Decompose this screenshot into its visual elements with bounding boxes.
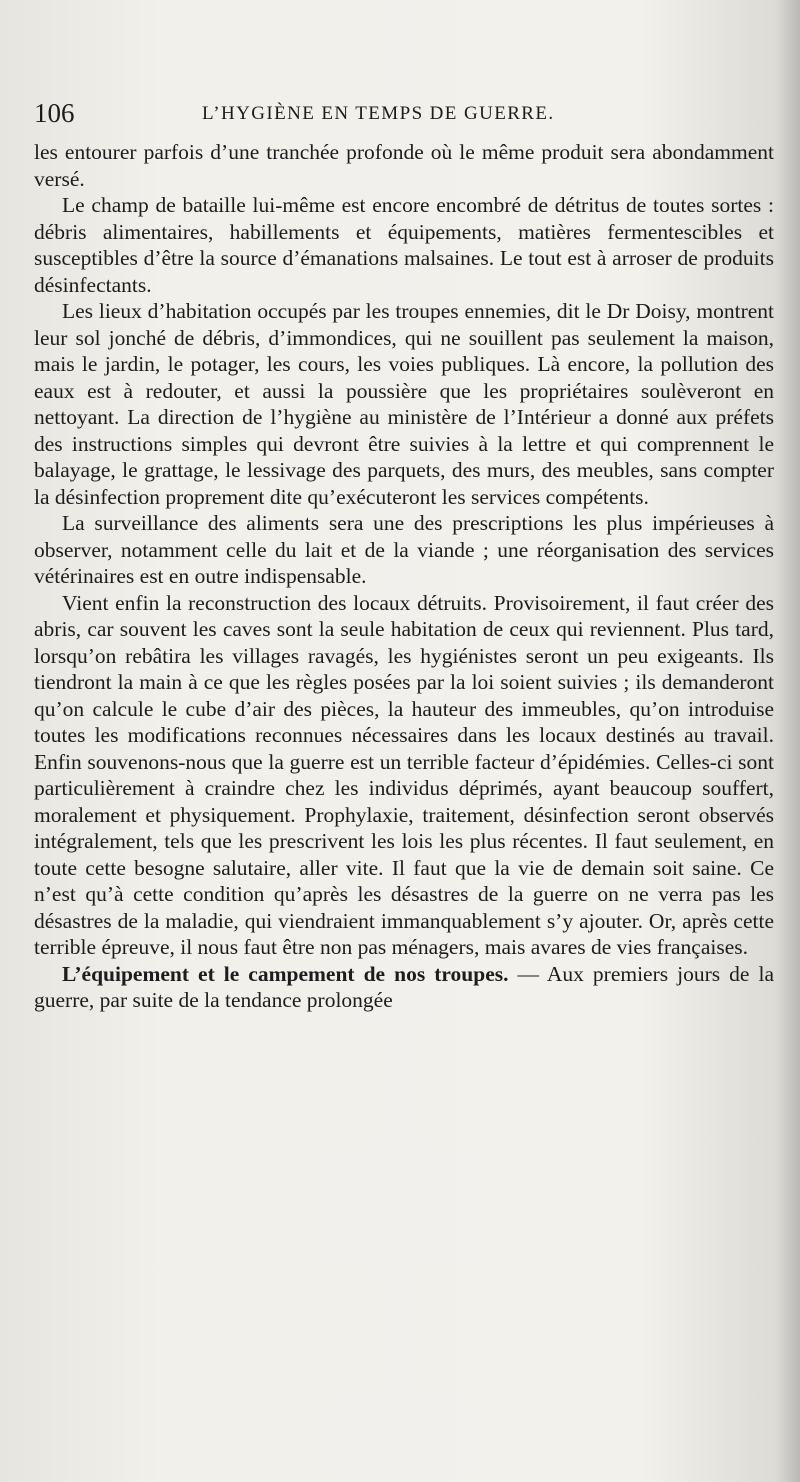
paragraph-dwellings: Les lieux d’habitation occupés par les troupes ennemies, dit le Dr Doisy, montrent leur sol jonché de débris, d’immondices, qui ne souillent pas seulement la maison, mais le jardin, le potager, les cours, les voies publiques. Là encore, la pollution des eaux est à redouter, et aussi la poussière que les propriétaires soulèveront en nettoyant. La direction de l’hygiène au ministère de l’Intérieur a donné aux préfets des instructions simples qui devront être suivies à la lettre et qui comprennent le balayage, le grattage, le lessivage des parquets, des murs, des meubles, sans compter la désinfection proprement dite qu’exécuteront les services compétents. [34, 299, 774, 509]
section-text: — Aux premiers jours de la guerre, par suite de la tendance prolongée [34, 961, 775, 1012]
paragraph-battlefield: Le champ de bataille lui-même est encore encombré de détritus de toutes sortes : débris alimentaires, habillements et équipements, matières fermentescibles et susceptibles d’être la source d’émanations malsaines. Le tout est à arroser de produits désinfectants. [34, 193, 774, 297]
paragraph-continuation: les entourer parfois d’une tranchée profonde où le même produit sera abondamment versé. [34, 140, 774, 191]
body-text [34, 139, 774, 1014]
paragraph-equipment [34, 961, 774, 1014]
paragraph-reconstruction: Vient enfin la reconstruction des locaux détruits. Provisoirement, il faut créer des abris, car souvent les caves sont la seule habitation de ceux qui reviennent. Plus tard, lorsqu’on rebâtira les villages ravagés, les hygiénistes seront un peu exigeants. Ils tiendront la main à ce que les règles posées par la loi soient suivies ; ils demanderont qu’on calcule le cube d’air des pièces, la hauteur des immeubles, qu’on introduise toutes les modifications reconnues nécessaires dans les locaux destinés au travail. Enfin souvenons-nous que la guerre est un terrible facteur d’épidémies. Celles-ci sont particulièrement à craindre chez les individus déprimés, ayant beaucoup souffert, moralement et physiquement. Prophylaxie, traitement, désinfection seront observés intégralement, tels que les prescrivent les lois les plus récentes. Il faut seulement, en toute cette besogne salutaire, aller vite. Il faut que la vie de demain soit saine. Ce n’est qu’à cette condition qu’après les désastres de la guerre on ne verra pas les désastres de la maladie, qui viendraient immanquablement s’y ajouter. Or, après cette terrible épreuve, il nous faut être non pas ménagers, mais avares de vies françaises. [34, 590, 774, 959]
page-header [34, 98, 734, 128]
paragraph-food: La surveillance des aliments sera une des prescriptions les plus impérieuses à observer, notamment celle du lait et de la viande ; une réorganisation des services vétérinaires est en outre indispensable. [34, 511, 774, 588]
section-heading: L’équipement et le campement de nos troupes. [62, 961, 509, 986]
page-number: 106 [34, 98, 75, 128]
running-head: L’HYGIÈNE EN TEMPS DE GUERRE. [202, 103, 555, 124]
